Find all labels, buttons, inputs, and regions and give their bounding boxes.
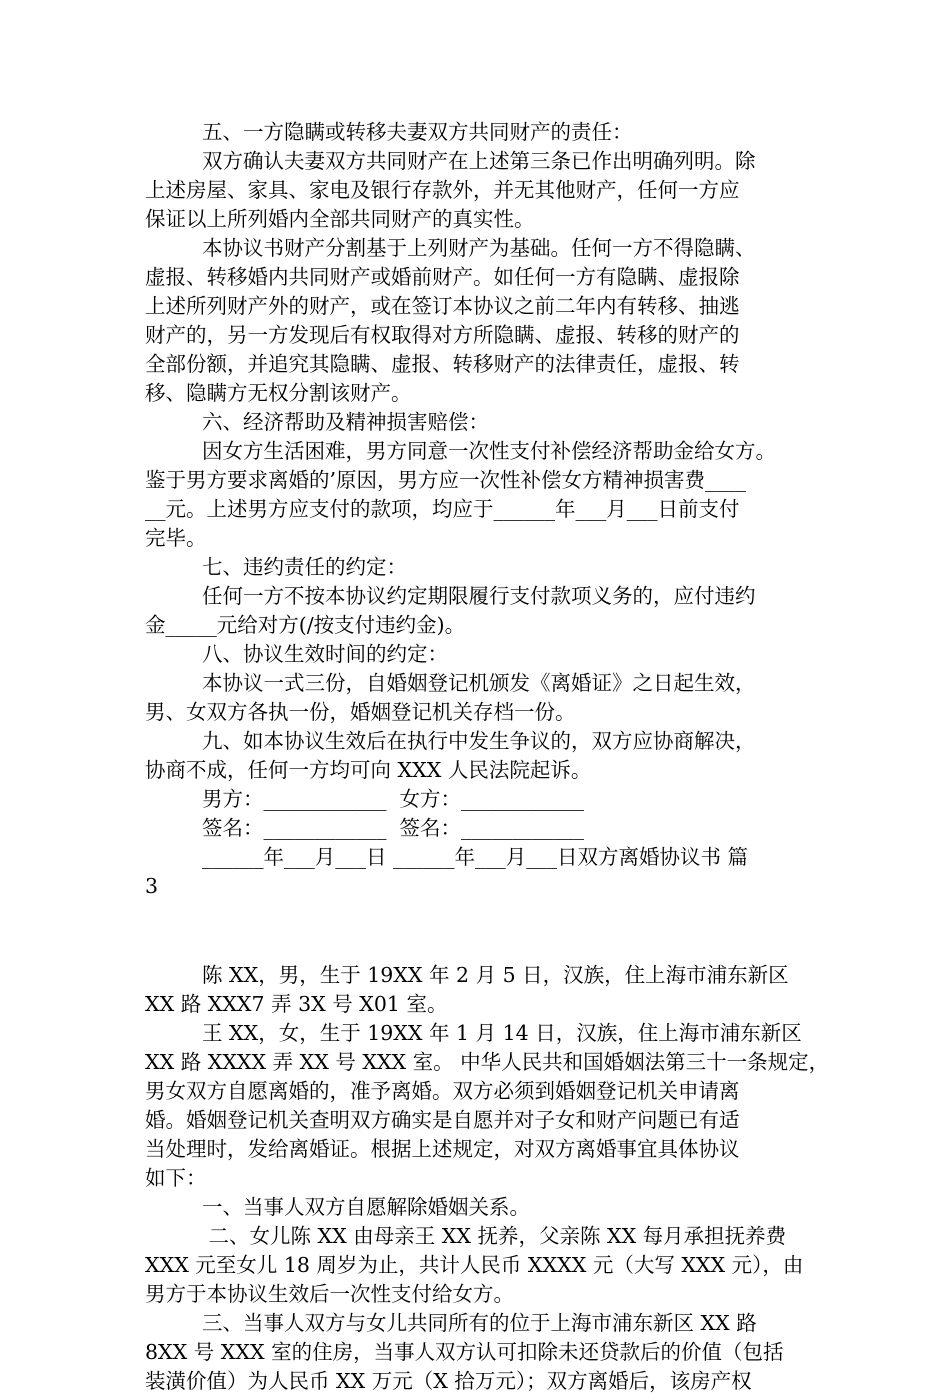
text-line: XX 路 XXXX 弄 XX 号 XXX 室。 中华人民共和国婚姻法第三十一条规定， xyxy=(145,1050,830,1074)
text-line: 3 xyxy=(145,874,159,898)
text-line: 七、违约责任的约定： xyxy=(202,555,407,579)
text-line: 男方：____________ 女方：____________ xyxy=(202,787,585,811)
text-line: 8XX 号 XXX 室的住房，当事人双方认可扣除未还贷款后的价值（包括 xyxy=(145,1340,784,1364)
text-line: 男方于本协议生效后一次性支付给女方。 xyxy=(145,1282,514,1306)
text-line: 男女双方自愿离婚的，准予离婚。双方必须到婚姻登记机关申请离 xyxy=(145,1079,740,1103)
text-line: 财产的，另一方发现后有权取得对方所隐瞒、虚报、转移的财产的 xyxy=(145,323,740,347)
text-line: 婚。婚姻登记机关查明双方确实是自愿并对子女和财产问题已有适 xyxy=(145,1108,740,1132)
agreement-clauses-section xyxy=(145,118,809,901)
text-line: 如下： xyxy=(145,1166,207,1190)
text-line: 虚报、转移婚内共同财产或婚前财产。如任何一方有隐瞒、虚报除 xyxy=(145,265,740,289)
text-line: 保证以上所列婚内全部共同财产的真实性。 xyxy=(145,207,535,231)
text-line: 本协议一式三份，自婚姻登记机颁发《离婚证》之日起生效， xyxy=(202,671,756,695)
text-line: 装潢价值）为人民币 XX 万元（X 拾万元）；双方离婚后，该房产权 xyxy=(145,1369,752,1393)
text-line: 三、当事人双方与女儿共同所有的位于上海市浦东新区 XX 路 xyxy=(202,1311,757,1335)
text-line: 移、隐瞒方无权分割该财产。 xyxy=(145,381,412,405)
text-line: 任何一方不按本协议约定期限履行支付款项义务的，应付违约 xyxy=(202,584,756,608)
text-line: 九、如本协议生效后在执行中发生争议的，双方应协商解决， xyxy=(202,729,756,753)
text-line: 鉴于男方要求离婚的’原因，男方应一次性补偿女方精神损害费____ xyxy=(145,468,747,492)
text-line: 二、女儿陈 XX 由母亲王 XX 抚养，父亲陈 XX 每月承担抚养费 xyxy=(202,1224,787,1248)
text-line: 协商不成，任何一方均可向 XXX 人民法院起诉。 xyxy=(145,758,592,782)
text-line: 五、一方隐瞒或转移夫妻双方共同财产的责任： xyxy=(202,120,633,144)
text-line: 一、当事人双方自愿解除婚姻关系。 xyxy=(202,1195,530,1219)
text-line: 金_____元给对方(/按支付违约金)。 xyxy=(145,613,466,637)
text-line: 六、经济帮助及精神损害赔偿： xyxy=(202,410,489,434)
text-line: 上述所列财产外的财产，或在签订本协议之前二年内有转移、抽逃 xyxy=(145,294,740,318)
text-line: 上述房屋、家具、家电及银行存款外，并无其他财产，任何一方应 xyxy=(145,178,740,202)
text-line: XXX 元至女儿 18 周岁为止，共计人民币 XXXX 元（大写 XXX 元），由 xyxy=(145,1253,804,1277)
text-line: 完毕。 xyxy=(145,526,207,550)
text-line: 王 XX，女，生于 19XX 年 1 月 14 日，汉族，住上海市浦东新区 xyxy=(202,1021,802,1045)
document-page xyxy=(145,118,830,1396)
text-line: 双方确认夫妻双方共同财产在上述第三条已作出明确列明。除 xyxy=(202,149,756,173)
text-line: 男、女双方各执一份，婚姻登记机关存档一份。 xyxy=(145,700,576,724)
agreement-parties-section xyxy=(145,961,830,1396)
text-line: 因女方生活困难，男方同意一次性支付补偿经济帮助金给女方。 xyxy=(202,439,776,463)
text-line: 陈 XX，男，生于 19XX 年 2 月 5 日，汉族，住上海市浦东新区 xyxy=(202,963,789,987)
text-line: 八、协议生效时间的约定： xyxy=(202,642,448,666)
text-line: 当处理时，发给离婚证。根据上述规定，对双方离婚事宜具体协议 xyxy=(145,1137,740,1161)
section-spacer xyxy=(145,901,809,961)
text-line: XX 路 XXX7 弄 3X 号 X01 室。 xyxy=(145,992,448,1016)
text-line: ______年___月___日 ______年___月___日双方离婚协议书 篇 xyxy=(202,845,749,869)
text-line: __元。上述男方应支付的款项，均应于______年___月___日前支付 xyxy=(145,497,740,521)
text-line: 签名：____________ 签名：____________ xyxy=(202,816,585,840)
text-line: 全部份额，并追究其隐瞒、虚报、转移财产的法律责任，虚报、转 xyxy=(145,352,740,376)
text-line: 本协议书财产分割基于上列财产为基础。任何一方不得隐瞒、 xyxy=(202,236,756,260)
